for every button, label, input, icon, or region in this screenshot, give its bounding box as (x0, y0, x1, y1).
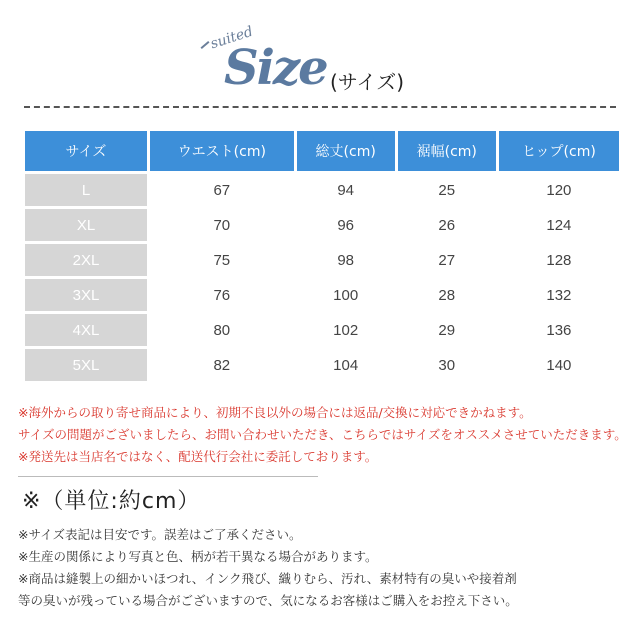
size-title: Size (224, 40, 327, 96)
size-subtitle: (サイズ) (330, 70, 405, 94)
waist-cell: 76 (213, 286, 231, 304)
hip-cell: 140 (546, 356, 572, 374)
disclaimer-notes (18, 524, 628, 612)
size-cell: 4XL (25, 314, 147, 346)
dashed-divider (24, 106, 616, 108)
note-line: ※サイズ表記は目安です。誤差はご了承ください。 (18, 527, 302, 542)
waist-cell: 75 (213, 251, 231, 269)
hem-cell: 30 (438, 356, 456, 374)
hem-cell: 27 (438, 251, 456, 269)
note-line: ※発送先は当店名ではなく、配送代行会社に委託しております。 (18, 449, 378, 464)
note-line: サイズの問題がございましたら、お問い合わせいただき、こちらではサイズをオススメさせていただきます。 (18, 427, 627, 442)
table-row (25, 174, 619, 206)
hem-cell: 29 (438, 321, 456, 339)
length-cell: 94 (337, 181, 355, 199)
return-policy-notes (18, 402, 628, 468)
note-line: ※生産の関係により写真と色、柄が若干異なる場合があります。 (18, 549, 378, 564)
header-cell-waist: ウエスト(cm) (150, 131, 294, 171)
header-cell-hip: ヒップ(cm) (499, 131, 619, 171)
table-row (25, 244, 619, 276)
hem-cell: 25 (438, 181, 456, 199)
hip-cell: 136 (546, 321, 572, 339)
note-line: 等の臭いが残っている場合がございますので、気になるお客様はご購入をお控え下さい。 (18, 593, 518, 608)
header-cell-hem: 裾幅(cm) (398, 131, 496, 171)
size-table (22, 128, 622, 384)
waist-cell: 82 (213, 356, 231, 374)
hip-cell: 128 (546, 251, 572, 269)
note-line: ※商品は縫製上の細かいほつれ、インク飛び、織りむら、汚れ、素材特有の臭いや接着剤 (18, 571, 517, 586)
table-header-row (25, 131, 619, 171)
size-header (0, 23, 640, 100)
size-cell: 2XL (25, 244, 147, 276)
size-cell: 3XL (25, 279, 147, 311)
length-cell: 98 (337, 251, 355, 269)
length-cell: 100 (333, 286, 359, 304)
unit-title: ※（単位:約cm） (22, 489, 201, 514)
hip-cell: 120 (546, 181, 572, 199)
length-cell: 96 (337, 216, 355, 234)
table-row (25, 279, 619, 311)
hem-cell: 26 (438, 216, 456, 234)
waist-cell: 67 (213, 181, 231, 199)
header-cell-length: 総丈(cm) (297, 131, 395, 171)
length-cell: 104 (333, 356, 359, 374)
suited-label: suited (208, 23, 255, 53)
hem-cell: 28 (438, 286, 456, 304)
hip-cell: 132 (546, 286, 572, 304)
table-row (25, 209, 619, 241)
size-cell: XL (25, 209, 147, 241)
table-row (25, 314, 619, 346)
size-cell: 5XL (25, 349, 147, 381)
decorative-tick (201, 41, 210, 49)
table-row (25, 349, 619, 381)
waist-cell: 80 (213, 321, 231, 339)
section-divider (18, 476, 318, 477)
length-cell: 102 (333, 321, 359, 339)
waist-cell: 70 (213, 216, 231, 234)
size-cell: L (25, 174, 147, 206)
hip-cell: 124 (546, 216, 572, 234)
header-cell-size: サイズ (25, 131, 147, 171)
note-line: ※海外からの取り寄せ商品により、初期不良以外の場合には返品/交換に対応できかねます。 (18, 405, 532, 420)
